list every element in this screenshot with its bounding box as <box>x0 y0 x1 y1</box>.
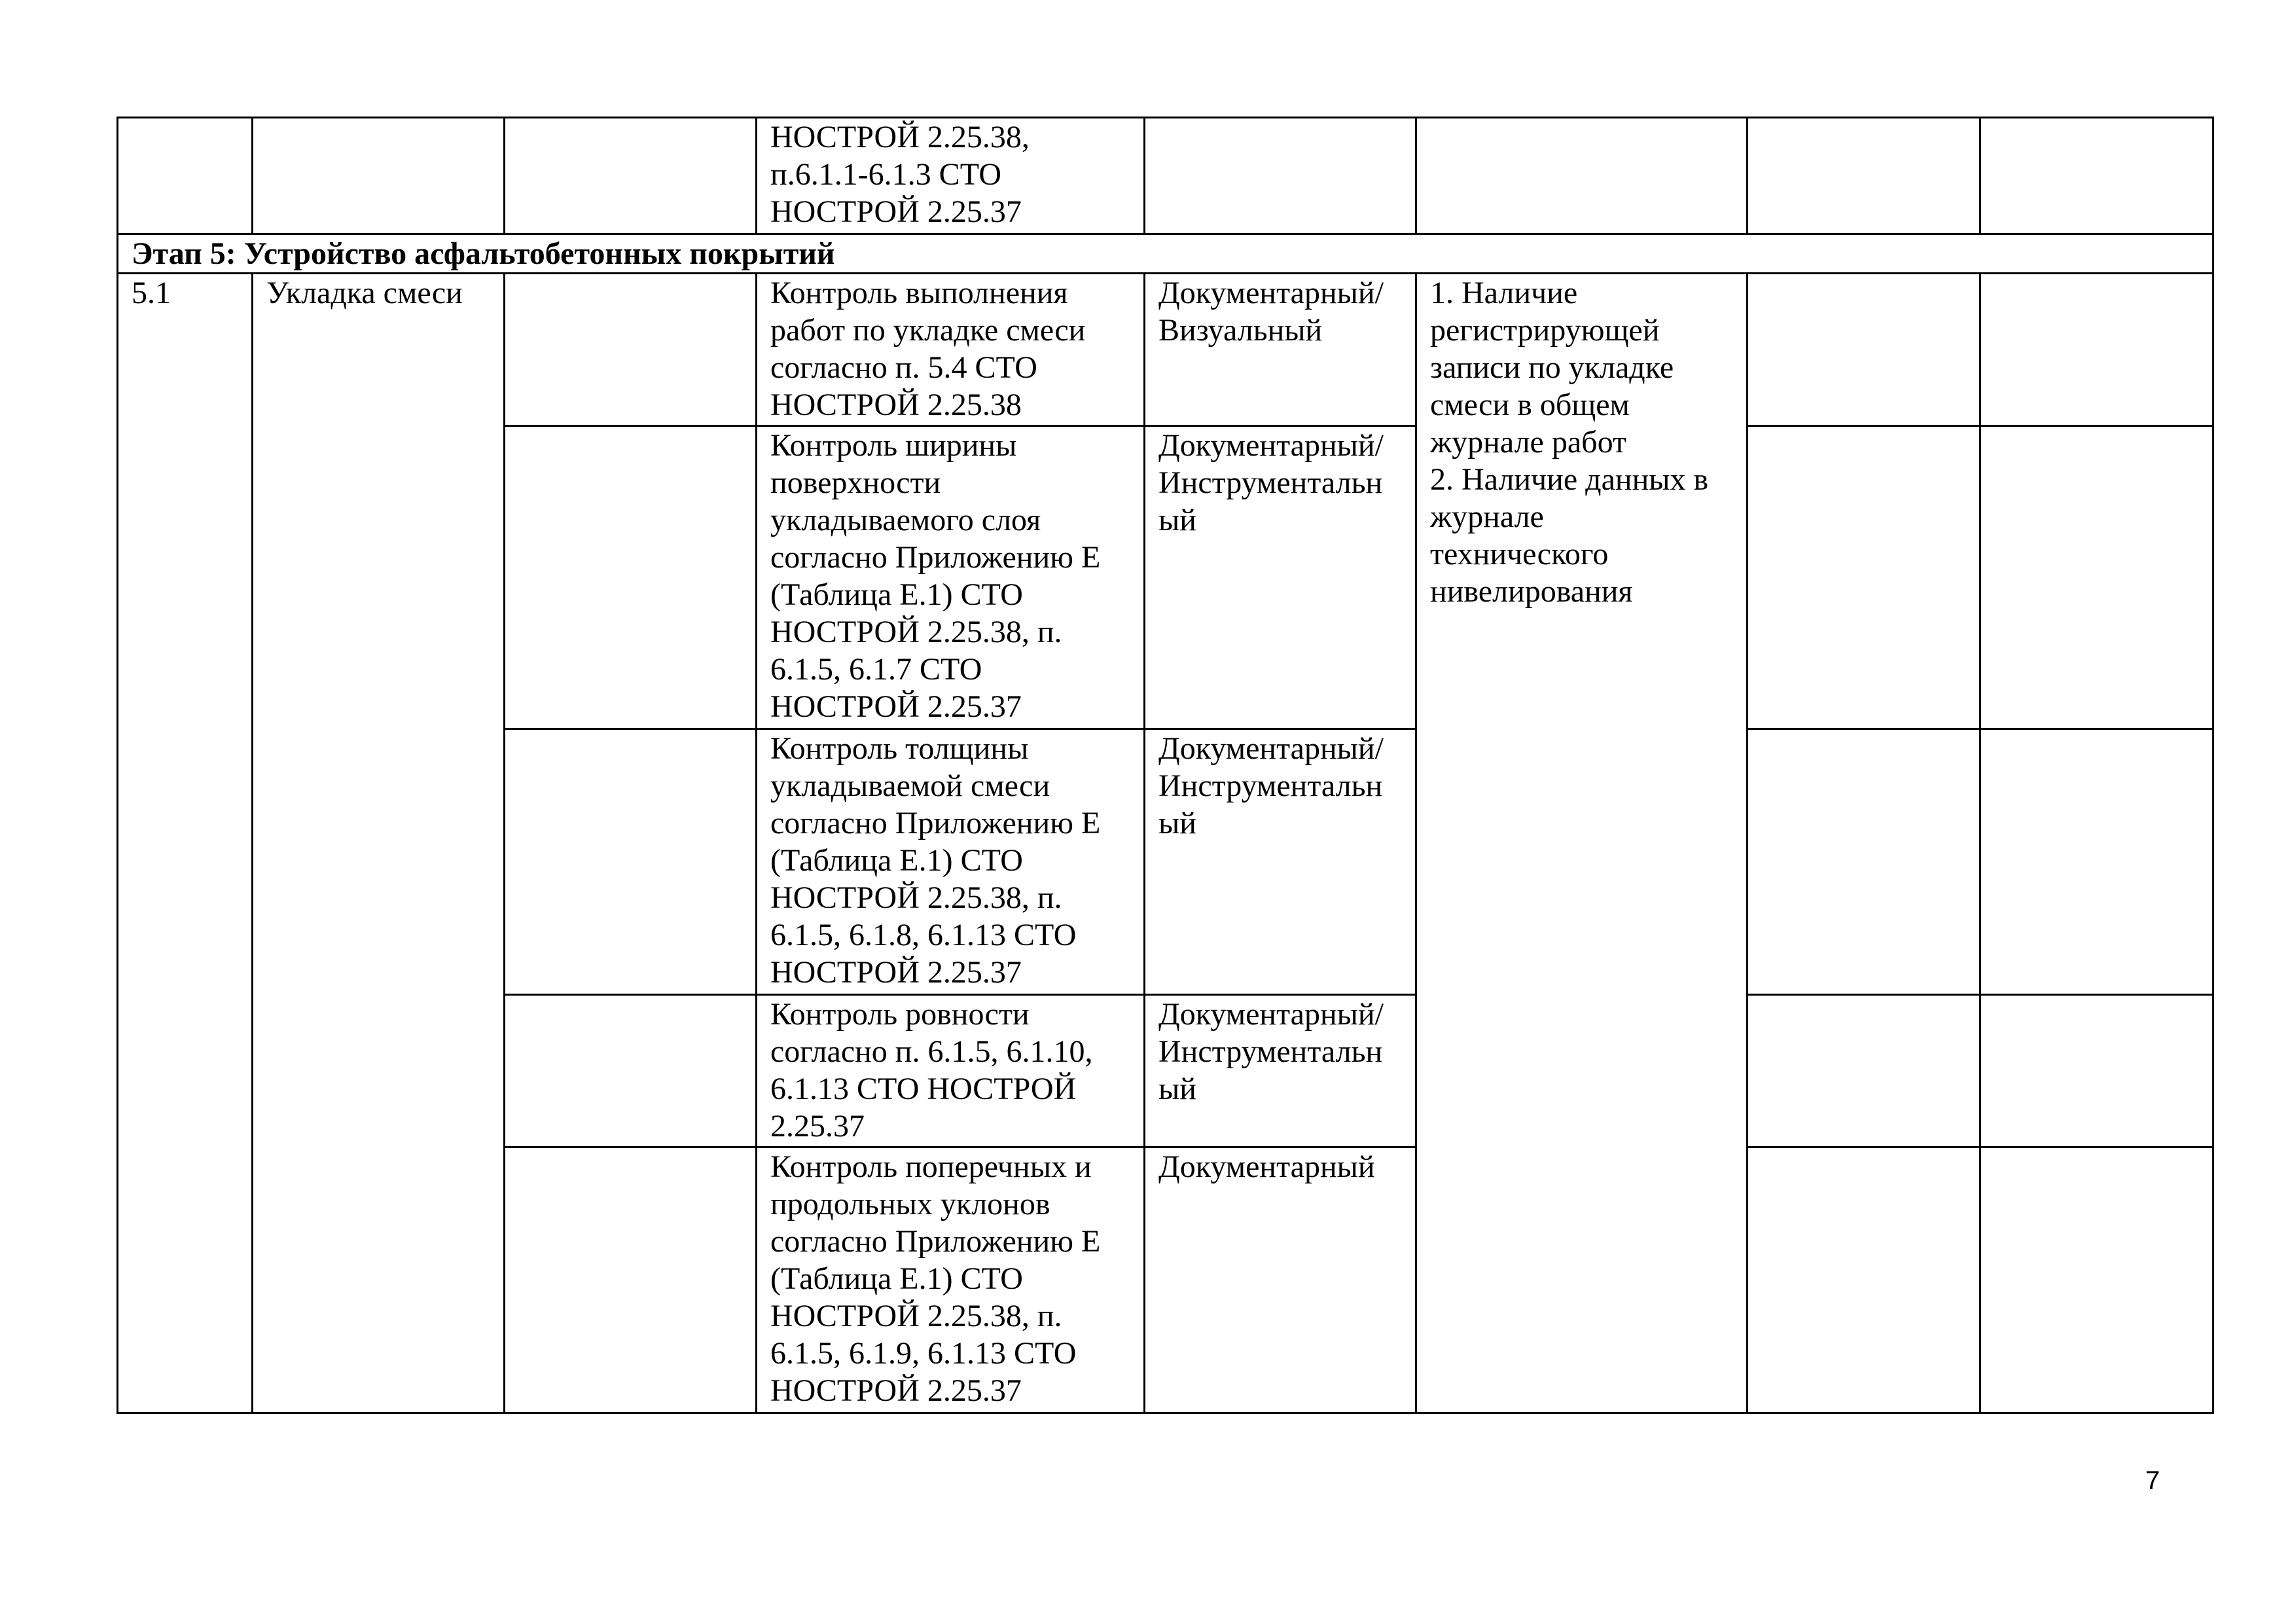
continued-row <box>118 118 2214 234</box>
cell-blank-2 <box>1981 1147 2214 1413</box>
cell-blank-1 <box>1748 729 1981 995</box>
cell-blank-2 <box>1981 118 2214 234</box>
cell-empty <box>505 274 757 426</box>
cell-blank-2 <box>1981 995 2214 1147</box>
cell-blank-1 <box>1748 426 1981 729</box>
control-row <box>118 274 2214 426</box>
control-method: Документарный/ Инструментальный <box>1145 729 1416 995</box>
cell-blank-1 <box>1748 118 1981 234</box>
cell-method <box>1145 118 1416 234</box>
control-requirement: Контроль ровности согласно п. 6.1.5, 6.1.10, 6.1.13 СТО НОСТРОЙ 2.25.37 <box>757 995 1145 1147</box>
cell-blank-2 <box>1981 426 2214 729</box>
stage-title: Этап 5: Устройство асфальтобетонных покрытий <box>118 234 2214 274</box>
cell-blank-2 <box>1981 274 2214 426</box>
cell-empty <box>505 118 757 234</box>
control-method: Документарный <box>1145 1147 1416 1413</box>
item-number: 5.1 <box>118 274 253 1413</box>
cell-operation <box>253 118 505 234</box>
result-record: 1. Наличие регистрирующей записи по укладке смеси в общем журнале работ 2. Наличие данных в журнале технического нивелирования <box>1416 274 1748 1413</box>
stage-header-row <box>118 234 2214 274</box>
control-requirement: Контроль толщины укладываемой смеси согласно Приложению Е (Таблица Е.1) СТО НОСТРОЙ 2.25.38, п. 6.1.5, 6.1.8, 6.1.13 СТО НОСТРОЙ 2.25.37 <box>757 729 1145 995</box>
control-method: Документарный/ Визуальный <box>1145 274 1416 426</box>
control-requirement: Контроль поперечных и продольных уклонов согласно Приложению Е (Таблица Е.1) СТО НОСТРОЙ 2.25.38, п. 6.1.5, 6.1.9, 6.1.13 СТО НОСТРОЙ 2.25.37 <box>757 1147 1145 1413</box>
cell-blank-1 <box>1748 995 1981 1147</box>
control-method: Документарный/ Инструментальный <box>1145 995 1416 1147</box>
control-method: Документарный/ Инструментальный <box>1145 426 1416 729</box>
control-requirement: Контроль выполнения работ по укладке смеси согласно п. 5.4 СТО НОСТРОЙ 2.25.38 <box>757 274 1145 426</box>
page-number: 7 <box>2145 1466 2160 1495</box>
cell-empty <box>505 1147 757 1413</box>
cell-blank-1 <box>1748 1147 1981 1413</box>
cell-empty <box>505 426 757 729</box>
cell-blank-1 <box>1748 274 1981 426</box>
control-requirement: Контроль ширины поверхности укладываемого слоя согласно Приложению Е (Таблица Е.1) СТО НОСТРОЙ 2.25.38, п. 6.1.5, 6.1.7 СТО НОСТРОЙ 2.25.37 <box>757 426 1145 729</box>
item-operation: Укладка смеси <box>253 274 505 1413</box>
cell-empty <box>505 995 757 1147</box>
requirement-text: НОСТРОЙ 2.25.38, п.6.1.1-6.1.3 СТО НОСТРОЙ 2.25.37 <box>770 120 1030 229</box>
cell-record <box>1416 118 1748 234</box>
cell-blank-2 <box>1981 729 2214 995</box>
cell-empty <box>505 729 757 995</box>
quality-control-table <box>117 117 2214 1414</box>
cell-requirement <box>757 118 1145 234</box>
cell-number <box>118 118 253 234</box>
